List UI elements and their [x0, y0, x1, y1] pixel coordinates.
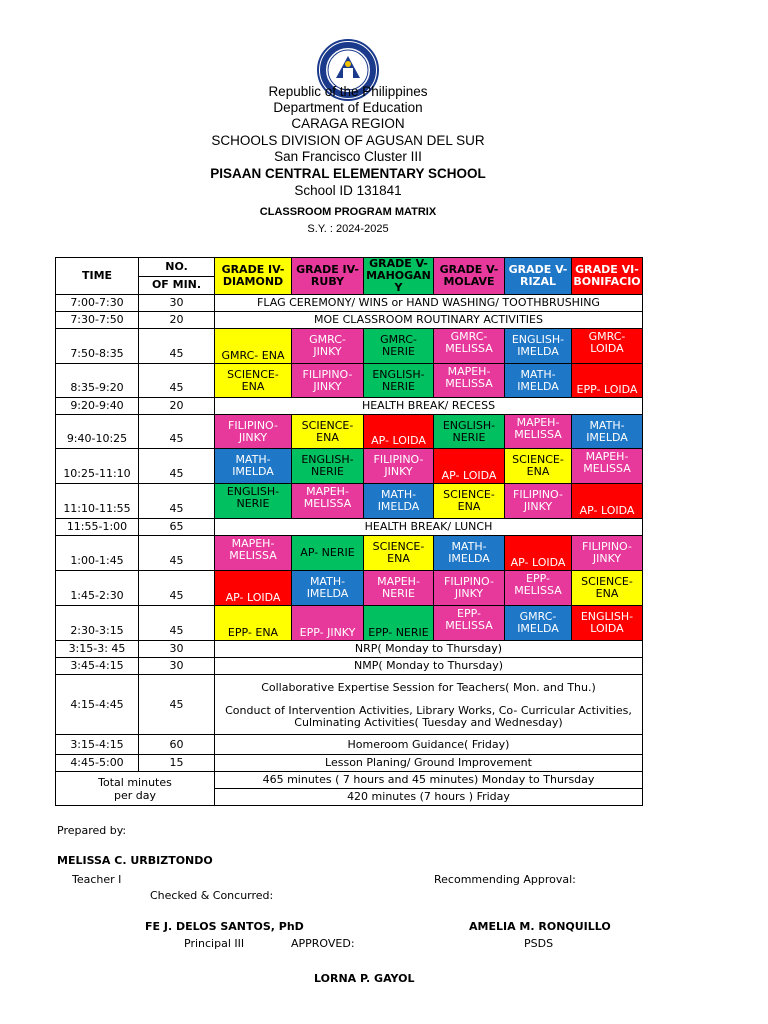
minutes-cell: 45 — [139, 484, 215, 519]
subject-teacher-label: EPP- NERIE — [368, 626, 429, 639]
schedule-row — [56, 398, 643, 415]
teacher-title: Teacher I — [72, 873, 122, 886]
subject-teacher-cell — [572, 484, 643, 519]
subject-teacher-cell — [572, 329, 643, 364]
subject-teacher-label: MAPEH- MELISSA — [229, 537, 277, 562]
header-grade-section: GRADE V- RIZAL — [505, 258, 572, 295]
subject-teacher-cell — [364, 536, 434, 571]
subject-teacher-label: MATH- IMELDA — [377, 488, 420, 513]
subject-teacher-label: MAPEH- MELISSA — [583, 450, 631, 475]
span-activity-cell: FLAG CEREMONY/ WINS or HAND WASHING/ TOOTHBRUSHING — [215, 295, 643, 312]
psds-name: AMELIA M. RONQUILLO — [469, 920, 611, 933]
schedule-row — [56, 641, 643, 658]
subject-teacher-cell — [292, 606, 364, 641]
psds-title: PSDS — [524, 937, 554, 950]
subject-teacher-label: SCIENCE- ENA — [581, 575, 633, 600]
header-line-division: SCHOOLS DIVISION OF AGUSAN DEL SUR — [211, 133, 485, 148]
subject-teacher-label: SCIENCE- ENA — [227, 367, 279, 393]
minutes-cell: 45 — [139, 571, 215, 606]
minutes-cell: 45 — [139, 675, 215, 735]
subject-teacher-cell — [505, 536, 572, 571]
subject-teacher-label: MATH- IMELDA — [517, 367, 559, 393]
schedule-row — [56, 312, 643, 329]
subject-teacher-label: EPP- LOIDA — [576, 383, 638, 396]
subject-teacher-label: AP- NERIE — [300, 546, 355, 559]
time-cell: 11:55-1:00 — [56, 519, 139, 536]
school-year: S.Y. : 2024-2025 — [307, 223, 389, 235]
time-cell: 4:45-5:00 — [56, 755, 139, 772]
subject-teacher-label: MAPEH- MELISSA — [303, 485, 352, 510]
subject-teacher-cell — [505, 364, 572, 398]
subject-teacher-cell — [215, 364, 292, 398]
subject-teacher-label: ENGLISH- NERIE — [226, 485, 280, 510]
minutes-cell: 45 — [139, 536, 215, 571]
subject-teacher-cell — [215, 415, 292, 449]
subject-teacher-cell — [505, 606, 572, 641]
minutes-cell: 45 — [139, 449, 215, 484]
subject-teacher-label: ENGLISH- NERIE — [372, 367, 425, 393]
principal-name: FE J. DELOS SANTOS, PhD — [145, 920, 304, 933]
subject-teacher-cell — [364, 449, 434, 484]
subject-teacher-cell — [364, 415, 434, 449]
schedule-row — [56, 658, 643, 675]
subject-teacher-cell — [364, 571, 434, 606]
minutes-cell: 30 — [139, 295, 215, 312]
subject-teacher-cell — [572, 364, 643, 398]
subject-teacher-cell — [215, 449, 292, 484]
subject-teacher-cell — [292, 449, 364, 484]
schedule-row — [56, 735, 643, 755]
header-line-region: CARAGA REGION — [291, 116, 405, 131]
schedule-row — [56, 295, 643, 312]
schedule-row — [56, 536, 643, 571]
subject-teacher-label: FILIPINO- JINKY — [582, 540, 632, 565]
schedule-row — [56, 772, 643, 789]
subject-teacher-cell — [572, 415, 643, 449]
time-cell: 1:00-1:45 — [56, 536, 139, 571]
subject-teacher-label: MATH- IMELDA — [448, 540, 490, 565]
subject-teacher-cell — [292, 415, 364, 449]
approver-name: LORNA P. GAYOL — [314, 972, 415, 985]
subject-teacher-label: EPP- MELISSA — [445, 607, 493, 632]
subject-teacher-label: AP- LOIDA — [579, 504, 635, 517]
subject-teacher-cell — [572, 449, 643, 484]
span-activity-cell: Homeroom Guidance( Friday) — [215, 735, 643, 755]
subject-teacher-cell — [572, 536, 643, 571]
subject-teacher-cell — [215, 536, 292, 571]
span-activity-cell: NRP( Monday to Thursday) — [215, 641, 643, 658]
span-activity-cell: 420 minutes (7 hours ) Friday — [215, 789, 643, 806]
header-grade-section: GRADE IV- DIAMOND — [215, 258, 292, 295]
subject-teacher-label: MATH- IMELDA — [306, 575, 349, 600]
header-no: NO. — [139, 258, 215, 277]
subject-teacher-label: AP- LOIDA — [371, 434, 426, 447]
subject-teacher-label: FILIPINO- JINKY — [513, 488, 563, 513]
subject-teacher-cell — [215, 329, 292, 364]
subject-teacher-cell — [434, 536, 505, 571]
header-grade-section: GRADE VI- BONIFACIO — [572, 258, 643, 295]
schedule-row — [56, 484, 643, 519]
document-title: CLASSROOM PROGRAM MATRIX — [259, 206, 437, 218]
subject-teacher-cell — [292, 571, 364, 606]
prepared-by-label: Prepared by: — [57, 824, 127, 837]
minutes-cell: 65 — [139, 519, 215, 536]
subject-teacher-cell — [572, 571, 643, 606]
subject-teacher-label: GMRC- NERIE — [380, 333, 417, 358]
subject-teacher-label: GMRC- JINKY — [309, 333, 346, 358]
minutes-cell: 20 — [139, 312, 215, 329]
span-activity-cell: NMP( Monday to Thursday) — [215, 658, 643, 675]
subject-teacher-cell — [434, 484, 505, 519]
subject-teacher-label: FILIPINO- JINKY — [228, 418, 278, 444]
time-cell: 3:15-3: 45 — [56, 641, 139, 658]
subject-teacher-cell — [215, 571, 292, 606]
subject-teacher-label: MAPEH- MELISSA — [514, 416, 562, 441]
subject-teacher-label: SCIENCE- ENA — [443, 488, 495, 513]
subject-teacher-label: MATH- IMELDA — [232, 453, 274, 478]
approved-label: APPROVED: — [291, 937, 355, 950]
subject-teacher-cell — [434, 329, 505, 364]
header-of-min: OF MIN. — [139, 276, 215, 295]
span-activity-cell: Collaborative Expertise Session for Teachers( Mon. and Thu.) — [215, 675, 643, 701]
subject-teacher-cell — [292, 484, 364, 519]
subject-teacher-label: GMRC- LOIDA — [588, 330, 626, 355]
minutes-cell: 45 — [139, 364, 215, 398]
minutes-cell: 30 — [139, 658, 215, 675]
schedule-row — [56, 329, 643, 364]
subject-teacher-cell — [434, 571, 505, 606]
header-grade-section: GRADE V- MOLAVE — [434, 258, 505, 295]
time-cell: 11:10-11:55 — [56, 484, 139, 519]
minutes-cell: 45 — [139, 329, 215, 364]
subject-teacher-cell — [505, 449, 572, 484]
minutes-cell: 60 — [139, 735, 215, 755]
time-cell: 1:45-2:30 — [56, 571, 139, 606]
subject-teacher-label: ENGLISH- IMELDA — [511, 333, 565, 358]
schedule-row — [56, 364, 643, 398]
subject-teacher-cell — [364, 364, 434, 398]
subject-teacher-cell — [292, 536, 364, 571]
teacher-name: MELISSA C. URBIZTONDO — [57, 854, 213, 867]
subject-teacher-label: EPP- JINKY — [299, 626, 356, 639]
subject-teacher-label: AP- LOIDA — [225, 591, 281, 604]
minutes-cell: 45 — [139, 415, 215, 449]
time-cell: 2:30-3:15 — [56, 606, 139, 641]
subject-teacher-label: FILIPINO- JINKY — [444, 575, 494, 600]
minutes-cell: 45 — [139, 606, 215, 641]
minutes-cell: 15 — [139, 755, 215, 772]
checked-concurred-label: Checked & Concurred: — [150, 889, 274, 902]
time-cell: 7:00-7:30 — [56, 295, 139, 312]
time-cell: 7:30-7:50 — [56, 312, 139, 329]
school-name: PISAAN CENTRAL ELEMENTARY SCHOOL — [210, 166, 486, 181]
subject-teacher-label: EPP- MELISSA — [514, 572, 562, 597]
schedule-row — [56, 571, 643, 606]
subject-teacher-label: GMRC- ENA — [221, 349, 285, 362]
table-header-row — [56, 258, 643, 277]
time-cell: Total minutes per day — [56, 772, 215, 806]
schedule-row — [56, 755, 643, 772]
minutes-cell: 30 — [139, 641, 215, 658]
minutes-cell: 20 — [139, 398, 215, 415]
time-cell: 8:35-9:20 — [56, 364, 139, 398]
subject-teacher-cell — [434, 606, 505, 641]
principal-title: Principal III — [184, 937, 245, 950]
subject-teacher-label: SCIENCE- ENA — [301, 418, 354, 444]
school-id: School ID 131841 — [294, 183, 402, 198]
subject-teacher-label: GMRC- IMELDA — [517, 610, 559, 635]
span-activity-cell: 465 minutes ( 7 hours and 45 minutes) Monday to Thursday — [215, 772, 643, 789]
time-cell: 9:20-9:40 — [56, 398, 139, 415]
subject-teacher-label: MATH- IMELDA — [586, 418, 628, 444]
span-activity-cell: Lesson Planing/ Ground Improvement — [215, 755, 643, 772]
subject-teacher-label: AP- LOIDA — [441, 469, 497, 482]
subject-teacher-label: EPP- ENA — [227, 626, 279, 639]
header-time: TIME — [56, 258, 139, 295]
subject-teacher-label: ENGLISH- NERIE — [301, 453, 354, 478]
subject-teacher-cell — [434, 364, 505, 398]
header-line-cluster: San Francisco Cluster III — [274, 149, 422, 164]
header-line-department: Department of Education — [273, 100, 423, 115]
subject-teacher-cell — [434, 449, 505, 484]
subject-teacher-label: AP- LOIDA — [510, 556, 566, 569]
subject-teacher-cell — [364, 329, 434, 364]
subject-teacher-cell — [434, 415, 505, 449]
subject-teacher-cell — [292, 329, 364, 364]
time-cell: 3:45-4:15 — [56, 658, 139, 675]
subject-teacher-cell — [215, 484, 292, 519]
span-activity-cell: HEALTH BREAK/ LUNCH — [215, 519, 643, 536]
time-cell: 7:50-8:35 — [56, 329, 139, 364]
subject-teacher-label: ENGLISH- NERIE — [442, 418, 496, 444]
schedule-row — [56, 415, 643, 449]
subject-teacher-label: GMRC- MELISSA — [445, 330, 493, 355]
program-matrix-table — [55, 257, 643, 806]
subject-teacher-label: SCIENCE- ENA — [372, 540, 425, 565]
recommending-approval-label: Recommending Approval: — [434, 873, 576, 886]
subject-teacher-cell — [505, 415, 572, 449]
subject-teacher-label: ENGLISH- LOIDA — [580, 610, 634, 635]
subject-teacher-label: MAPEH- NERIE — [377, 575, 420, 600]
subject-teacher-cell — [364, 484, 434, 519]
schedule-row — [56, 675, 643, 701]
time-cell: 3:15-4:15 — [56, 735, 139, 755]
header-grade-section: GRADE IV- RUBY — [292, 258, 364, 295]
subject-teacher-cell — [505, 484, 572, 519]
schedule-row — [56, 606, 643, 641]
span-activity-cell: MOE CLASSROOM ROUTINARY ACTIVITIES — [215, 312, 643, 329]
subject-teacher-cell — [505, 329, 572, 364]
subject-teacher-label: FILIPINO- JINKY — [302, 367, 353, 393]
subject-teacher-label: SCIENCE- ENA — [512, 453, 564, 478]
subject-teacher-label: FILIPINO- JINKY — [373, 453, 424, 478]
schedule-row — [56, 449, 643, 484]
header-line-republic: Republic of the Philippines — [268, 84, 428, 99]
span-activity-cell: HEALTH BREAK/ RECESS — [215, 398, 643, 415]
subject-teacher-cell — [505, 571, 572, 606]
time-cell: 4:15-4:45 — [56, 675, 139, 735]
header-grade-section: GRADE V- MAHOGAN Y — [364, 258, 434, 295]
time-cell: 9:40-10:25 — [56, 415, 139, 449]
subject-teacher-cell — [364, 606, 434, 641]
time-cell: 10:25-11:10 — [56, 449, 139, 484]
subject-teacher-cell — [292, 364, 364, 398]
subject-teacher-cell — [572, 606, 643, 641]
span-activity-cell: Conduct of Intervention Activities, Library Works, Co- Curricular Activities, Culminating Activities( Tuesday and Wednesday) — [215, 701, 643, 735]
subject-teacher-cell — [215, 606, 292, 641]
schedule-row — [56, 519, 643, 536]
subject-teacher-label: MAPEH- MELISSA — [445, 365, 493, 390]
